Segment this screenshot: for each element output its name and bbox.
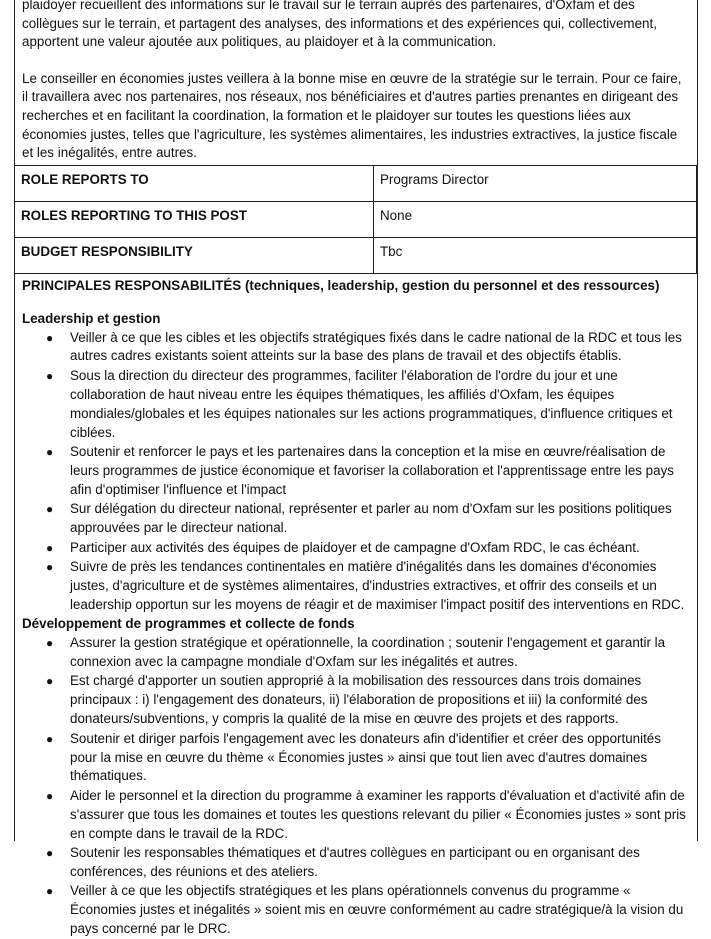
bullet-icon: ● xyxy=(46,788,54,803)
section-title-program-development: Développement de programmes et collecte de fonds xyxy=(22,616,355,632)
list-item: ● Soutenir et diriger parfois l'engagement avec les donateurs afin d'identifier et créer des opportunités pour la mise en œuvre du thème « Économies justes » ainsi que tout lien avec d'autres domaines thématiques. xyxy=(46,730,661,784)
intro-paragraph-1: plaidoyer recueillent des informations sur le travail sur le terrain auprès des partenaires, d'Oxfam et des collègues sur le terrain, et partagent des analyses, des informations et des expériences qui, collectivement, apportent une valeur ajoutée aux politiques, au plaidoyer et à la communication. xyxy=(22,0,657,50)
roles-reporting-label: ROLES REPORTING TO THIS POST xyxy=(15,201,374,237)
intro-paragraph-2: Le conseiller en économies justes veillera à la bonne mise en œuvre de la stratégie sur le terrain. Pour ce faire, il travaillera avec nos partenaires, nos réseaux, nos bénéficiaires et d'autres parties prenantes en dirigeant des recherches et en facilitant la coordination, la formation et le plaidoyer sur toutes les questions liées aux économies justes, telles que l'agriculture, les systèmes alimentaires, les industries extractives, la justice fiscale et les inégalités, entre autres. xyxy=(22,70,682,161)
list-item: ● Sous la direction du directeur des programmes, faciliter l'élaboration de l'ordre du jour et une collaboration de haut niveau entre les équipes thématiques, les affiliés d'Oxfam, les équipes mondiales/globales et les équipes nationales sur les actions programmatiques, d'influence critiques et ciblées. xyxy=(46,367,673,440)
bullet-icon: ● xyxy=(46,731,54,746)
list-item: ● Soutenir les responsables thématiques et d'autres collègues en participant ou en organisant des conférences, des réunions et des ateliers. xyxy=(46,845,640,879)
role-reports-to-label: ROLE REPORTS TO xyxy=(15,165,374,201)
bullet-icon: ● xyxy=(46,674,54,689)
document-page xyxy=(14,0,698,937)
table-row xyxy=(15,237,697,273)
list-item: ● Soutenir et renforcer le pays et les partenaires dans la conception et la mise en œuvre/réalisation de leurs programmes de justice économique et favoriser la collaboration et l'apprentissage entre les pays afin d'optimiser l'influence et l'impact xyxy=(46,444,674,497)
list-item: ● Suivre de près les tendances continentales en matière d'inégalités dans les domaines d'économies justes, d'agriculture et de systèmes alimentaires, d'industries extractives, et offrir des conseils et un leadership opportun sur les moyens de réagir et de maximiser l'impact positif des interventions en RDC. xyxy=(46,558,685,612)
list-item: ● Assurer la gestion stratégique et opérationnelle, la coordination ; soutenir l'engagement et garantir la connexion avec la campagne mondiale d'Oxfam sur les inégalités et autres. xyxy=(46,635,666,669)
list-item: ● Veiller à ce que les cibles et les objectifs stratégiques fixés dans le cadre national de la RDC et tous les autres cadres existants soient atteints sur la base des plans de travail et des objectifs établis. xyxy=(46,329,682,364)
bullet-icon: ● xyxy=(46,502,54,517)
roles-table xyxy=(14,165,697,274)
bullet-icon: ● xyxy=(46,884,54,899)
list-item: ● Sur délégation du directeur national, représenter et parler au nom d'Oxfam sur les positions politiques approuvées par le directeur national. xyxy=(46,501,672,536)
bullet-icon: ● xyxy=(46,559,54,574)
bullet-icon: ● xyxy=(46,636,54,651)
list-item: ● Aider le personnel et la direction du programme à examiner les rapports d'évaluation et d'activité afin de s'assurer que tous les domaines et toutes les questions relevant du pilier « Économies justes » sont pris en compte dans le travail de la RDC. xyxy=(46,787,686,841)
budget-responsibility-value: Tbc xyxy=(374,237,697,273)
intro-section xyxy=(15,0,697,163)
bullet-icon: ● xyxy=(46,368,54,383)
bullet-icon: ● xyxy=(46,445,54,459)
list-item: ● Veiller à ce que les objectifs stratégiques et les plans opérationnels convenus du programme « Économies justes et inégalités » soient mis en œuvre conformément au cadre stratégique/à la vision du pays concerné par le DRC. xyxy=(46,883,684,937)
role-reports-to-value: Programs Director xyxy=(374,165,697,201)
leadership-list xyxy=(22,329,691,615)
roles-reporting-value: None xyxy=(374,201,697,237)
bullet-icon: ● xyxy=(46,846,54,861)
list-item: ● Est chargé d'apporter un soutien approprié à la mobilisation des ressources dans trois domaines principaux : i) l'engagement des donateurs, ii) l'élaboration de propositions et iii) la conformité des donateurs/subventions, y compris la qualité de la mise en œuvre des projets et des rapports. xyxy=(46,673,648,727)
bullet-icon: ● xyxy=(46,540,54,555)
table-row xyxy=(15,201,697,237)
program-development-list xyxy=(22,634,691,939)
responsibilities-section xyxy=(15,277,697,939)
table-row xyxy=(15,165,697,201)
bullet-icon: ● xyxy=(46,330,54,345)
section-title-leadership: Leadership et gestion xyxy=(22,310,161,326)
list-item: ● Participer aux activités des équipes de plaidoyer et de campagne d'Oxfam RDC, le cas échéant. xyxy=(22,539,691,558)
responsibilities-heading: PRINCIPALES RESPONSABILITÉS (techniques, leadership, gestion du personnel et des ressources) xyxy=(22,277,660,293)
budget-responsibility-label: BUDGET RESPONSIBILITY xyxy=(15,237,374,273)
